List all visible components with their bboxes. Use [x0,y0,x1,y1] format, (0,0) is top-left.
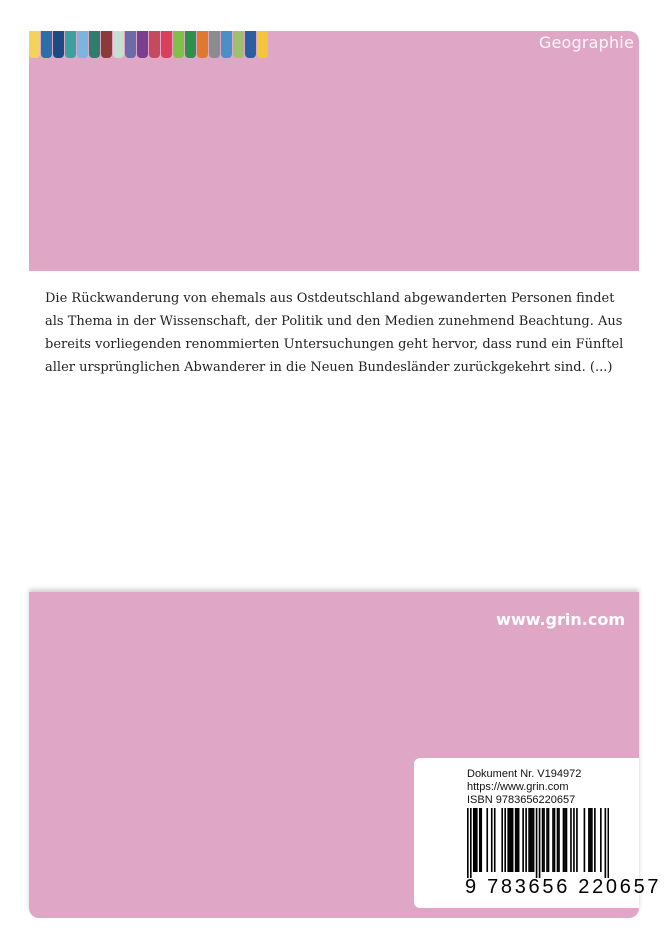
barcode-bar [543,808,545,872]
barcode-bar [467,808,469,878]
color-stripe [65,31,76,58]
barcode-bar [584,808,586,872]
color-stripe [209,31,220,58]
website-label: www.grin.com [496,610,625,629]
barcode-bar [480,808,482,872]
barcode-bar [590,808,592,872]
barcode-bar [515,808,517,872]
barcode-bar [501,808,503,872]
barcode-digits: 9 783656 220657 [465,876,662,898]
barcode-bar [528,808,530,872]
barcode-bar [608,808,609,878]
barcode-bar [548,808,550,872]
barcode-bar [512,808,514,872]
category-label: Geographie [538,33,634,52]
barcode-bar [558,808,560,872]
barcode-bar [494,808,496,872]
barcode-bar [563,808,565,872]
color-stripe [113,31,124,58]
barcode-bar [536,808,538,878]
barcode-bar [594,808,596,872]
barcode-bar [470,808,472,878]
barcode-bar [473,808,475,872]
barcode-image [467,808,609,878]
barcode-bar [510,808,512,872]
abstract-text: Die Rückwanderung von ehemals aus Ostdeutschland abgewanderten Personen findet als Thema in der Wissenschaft, der Politik und den Medien zunehmend Beachtung. Aus bereits vorliegenden renommierten Untersuchungen geht hervor, dass rund ein Fünftel aller ursprünglichen Abwanderer in die Neuen Bundesländer zurückgekehrt sind. (...) [45,291,624,375]
barcode-box [414,758,662,908]
barcode-bar [509,808,511,872]
barcode-bar [573,808,575,872]
color-stripe [89,31,100,58]
barcode-bar [554,808,556,872]
color-stripe [101,31,112,58]
color-stripe [173,31,184,58]
color-stripe [245,31,256,58]
cover-top-panel [29,31,639,271]
barcode-bar [600,808,602,872]
barcode-bar [546,808,548,872]
color-stripe [161,31,172,58]
barcode-bar [533,808,535,872]
barcode-bar [474,808,476,872]
barcode-bar [564,808,566,872]
barcode-bar [504,808,506,872]
barcode-bar [479,808,481,872]
color-stripes [29,31,269,58]
barcode-bar [566,808,568,872]
barcode-bar [539,808,541,878]
barcode-bar [542,808,544,872]
document-url: https://www.grin.com [467,781,569,793]
color-stripe [77,31,88,58]
color-stripe [29,31,40,58]
barcode-bar [516,808,518,872]
barcode-bar [552,808,554,872]
barcode-bar [518,808,520,872]
color-stripe [137,31,148,58]
barcode-bar [557,808,559,872]
color-stripe [233,31,244,58]
barcode-bar [588,808,590,872]
barcode-bar [591,808,593,872]
barcode-bar [525,808,527,872]
barcode-bar [605,808,607,878]
color-stripe [53,31,64,58]
barcode-bar [491,808,493,872]
color-stripe [221,31,232,58]
barcode-bar [570,808,572,872]
isbn-label: ISBN 9783656220657 [467,794,576,806]
barcode-bar [507,808,509,872]
barcode-bar [522,808,524,872]
barcode-bar [486,808,488,872]
document-number: Dokument Nr. V194972 [467,768,582,780]
color-stripe [41,31,52,58]
color-stripe [197,31,208,58]
color-stripe [149,31,160,58]
barcode-bar [576,808,578,872]
color-stripe [185,31,196,58]
color-stripe [125,31,136,58]
barcode-bar [530,808,532,872]
color-stripe [257,31,268,58]
barcode-bar [531,808,533,872]
barcode-bar [476,808,478,872]
